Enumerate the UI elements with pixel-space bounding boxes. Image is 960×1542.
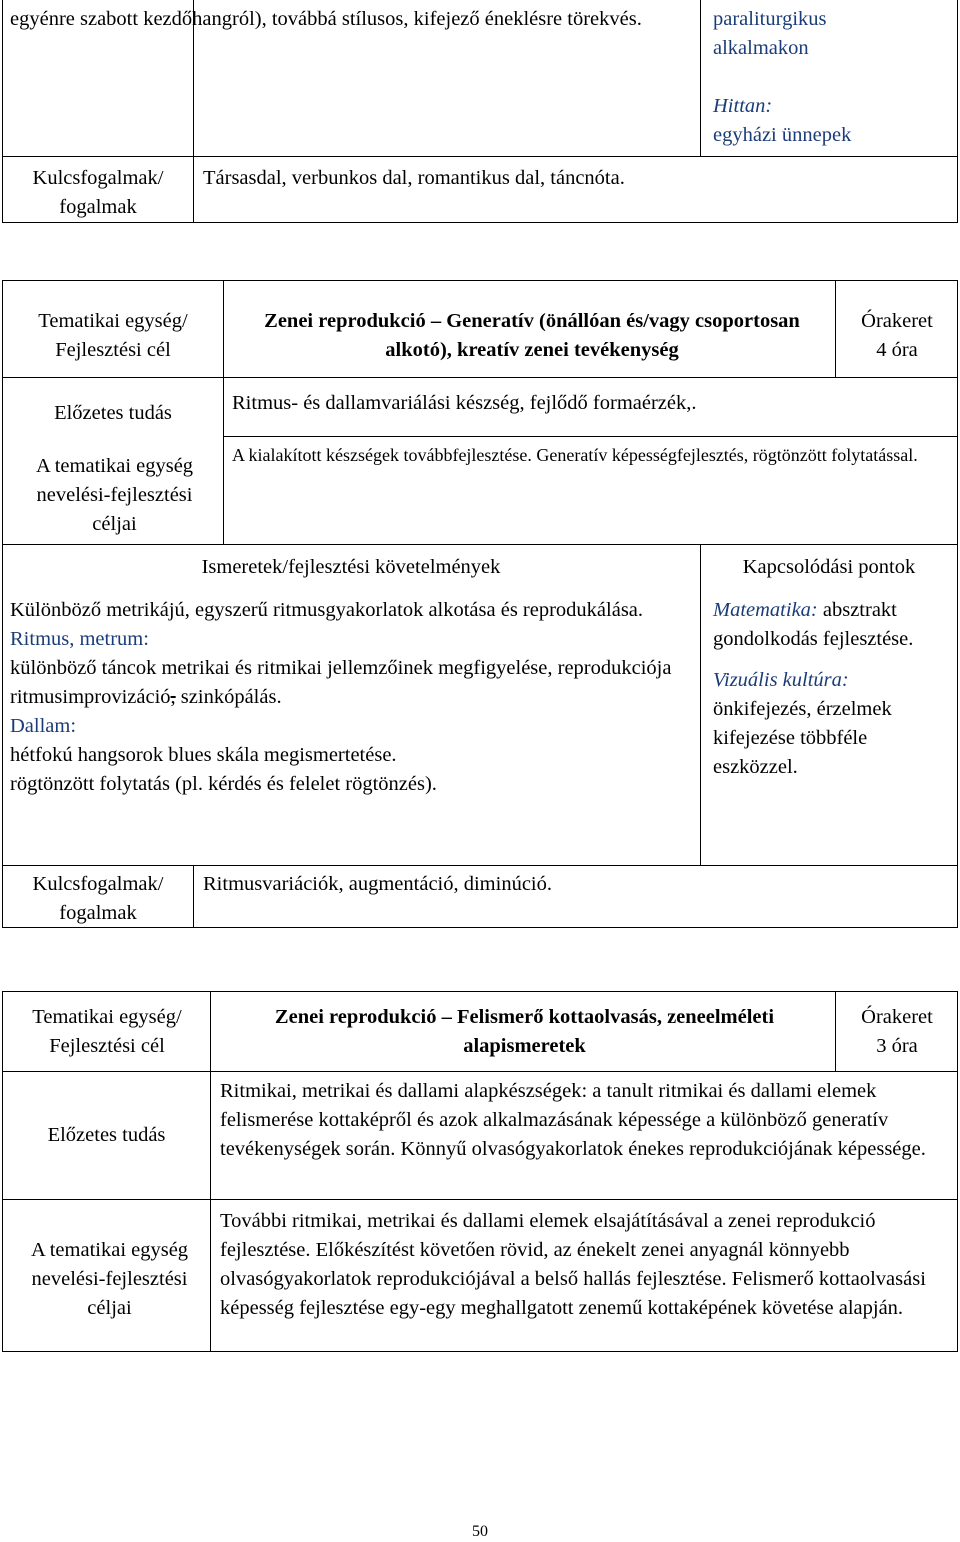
unit2-prior-text: Ritmikai, metrikai és dallami alapkészségek: a tanult ritmikai és dallami elemek felismerése kottaképről és azok alkalmazásának képessége a különböző generatív tevékenységek során. Könnyű olvasógyakorlatok énekes reprodukciójának képessége. [220, 1080, 926, 1160]
req-improvisation-c: szinkópálás. [175, 686, 282, 708]
hittan-text: egyházi ünnepek [713, 124, 852, 146]
unit2-hours-label: Órakeret [861, 1006, 933, 1028]
conn-visual-text: önkifejezés, érzelmek kifejezése többféle eszközzel. [713, 698, 892, 778]
req-continuation: rögtönzött folytatás (pl. kérdés és felelet rögtönzés). [10, 773, 437, 795]
key-concepts-label: Kulcsfogalmak/ fogalmak [32, 167, 164, 218]
requirements-text-tail: egyénre szabott kezdőhangról), továbbá stílusos, kifejező éneklésre törekvés. [10, 8, 642, 30]
req-improvisation [10, 683, 695, 712]
unit1-connections-header: Kapcsolódási pontok [742, 556, 916, 578]
conn-visual-label: Vizuális kultúra: [713, 669, 849, 691]
req-melody-label: Dallam: [10, 715, 77, 737]
hittan-label: Hittan: [713, 95, 773, 117]
conn-math-text: absztrakt gondolkodás fejlesztése. [713, 599, 914, 650]
connections-tail [713, 5, 953, 150]
conn-math [713, 596, 953, 654]
conn-math-label: Matematika: [713, 599, 818, 621]
unit2-title: Zenei reprodukció – Felismerő kottaolvasás, zeneelméleti alapismeretek [274, 1006, 775, 1057]
connections-line-1: paraliturgikus [713, 8, 827, 30]
page-number: 50 [472, 1523, 488, 1540]
req-rhythm-meter-label: Ritmus, metrum: [10, 628, 149, 650]
unit1-key-text: Ritmusvariációk, augmentáció, diminúció. [203, 873, 552, 895]
unit1-requirements [10, 596, 695, 799]
req-scales: hétfokú hangsorok blues skála megismertetése. [10, 744, 397, 766]
unit2-goals-text: További ritmikai, metrikai és dallami elemek elsajátításával a zenei reprodukció fejlesztése. Előkészítést követően rövid, az énekelt zenei anyagnál könnyebb olvasógyakorlatok reprodukciójával a belső hallás fejlesztése. Felismerő kottaolvasási képesség fejlesztése egy-egy meghallgatott zenemű kottaképének követése alapján. [220, 1210, 926, 1319]
req-improvisation-a: ritmusimprovizáció [10, 686, 171, 708]
unit1-prior-label: Előzetes tudás [54, 402, 172, 424]
req-rhythm-exercises: Különböző metrikájú, egyszerű ritmusgyakorlatok alkotása és reprodukálása. [10, 599, 644, 621]
unit2-unit-label: Tematikai egység/ Fejlesztési cél [32, 1006, 182, 1057]
unit1-goals-label: A tematikai egység nevelési-fejlesztési céljai [35, 455, 194, 535]
unit1-hours-value: 4 óra [876, 339, 918, 361]
key-concepts-text: Társasdal, verbunkos dal, romantikus dal, táncnóta. [203, 167, 625, 189]
req-improvisation-comma: , [170, 686, 176, 708]
unit1-hours-block [838, 307, 956, 365]
unit1-key-label: Kulcsfogalmak/ fogalmak [32, 873, 164, 924]
unit1-title: Zenei reprodukció – Generatív (önállóan és/vagy csoportosan alkotó), kreatív zenei tevékenység [264, 310, 800, 361]
unit1-goals-text: A kialakított készségek továbbfejlesztése. Generatív képességfejlesztés, rögtönzött folytatással. [232, 445, 918, 465]
req-dance-observation: különböző táncok metrikai és ritmikai jellemzőinek megfigyelése, reprodukciója [10, 657, 672, 679]
unit1-unit-label: Tematikai egység/ Fejlesztési cél [38, 310, 188, 361]
unit1-prior-text: Ritmus- és dallamvariálási készség, fejlődő formaérzék,. [232, 392, 697, 414]
unit2-hours-block [838, 1003, 956, 1061]
unit1-connections [713, 596, 953, 782]
unit2-hours-value: 3 óra [876, 1035, 918, 1057]
unit1-hours-label: Órakeret [861, 310, 933, 332]
unit2-prior-label: Előzetes tudás [47, 1124, 166, 1146]
unit2-goals-label: A tematikai egység nevelési-fejlesztési céljai [30, 1239, 189, 1319]
connections-line-2: alkalmakon [713, 37, 809, 59]
unit1-requirements-header: Ismeretek/fejlesztési követelmények [201, 556, 501, 578]
